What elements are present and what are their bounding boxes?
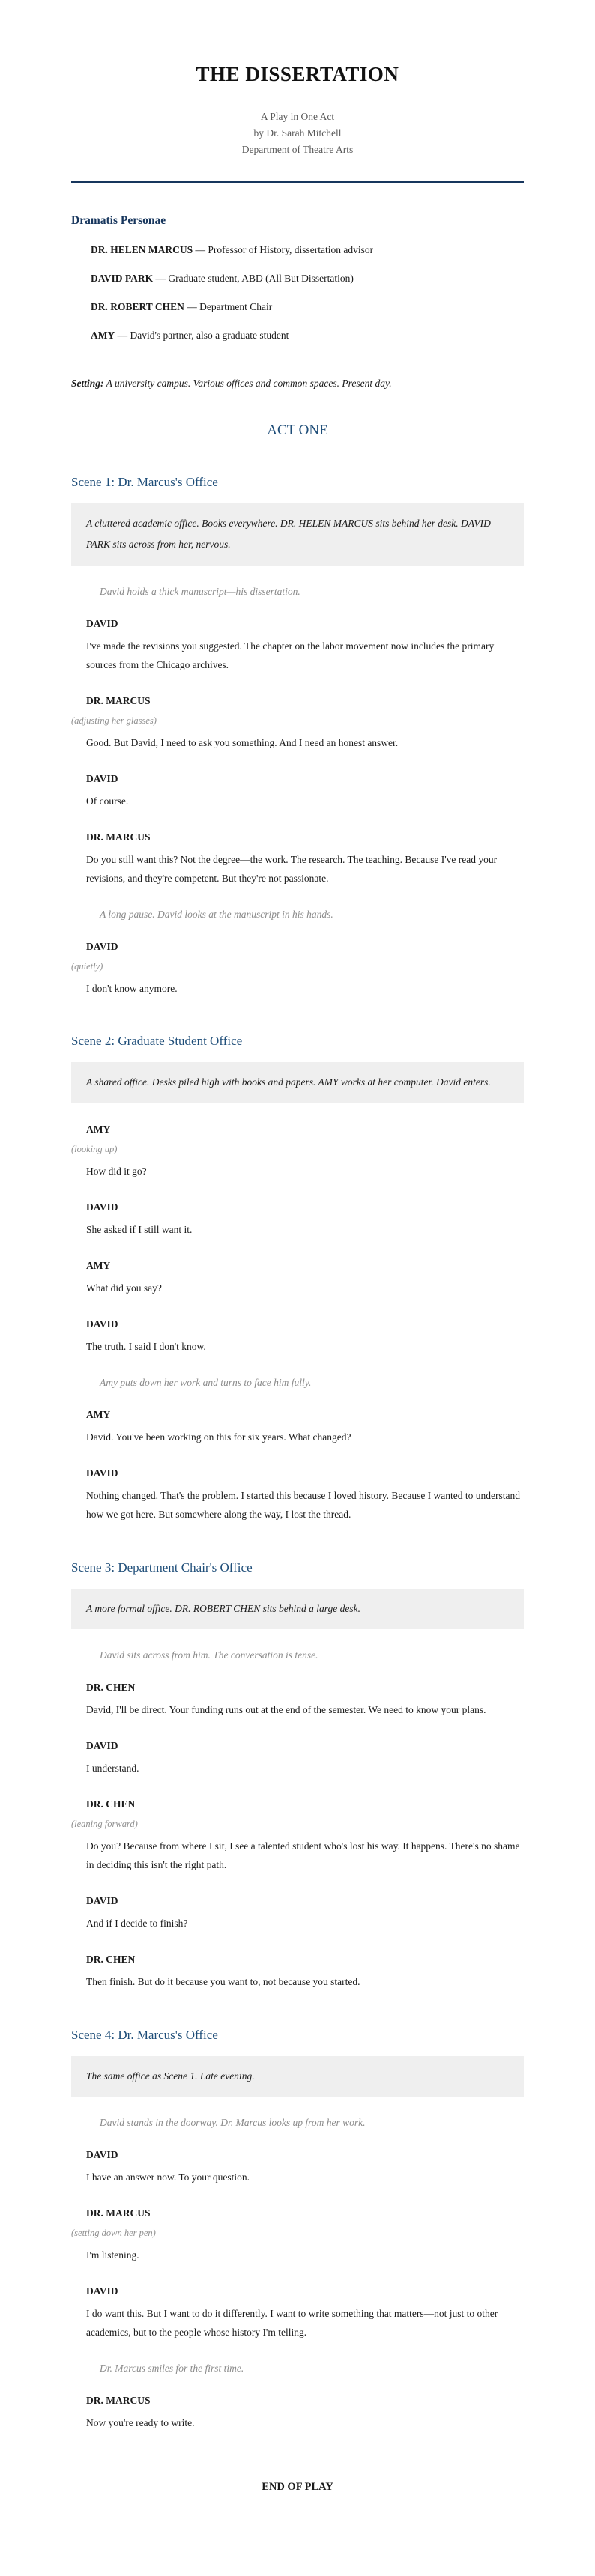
scene-body: [71, 2117, 524, 2433]
dialogue-block: [71, 1260, 524, 1298]
character-entry: [91, 301, 524, 313]
character-cue: DR. MARCUS: [86, 694, 151, 706]
dialogue-block: [71, 695, 524, 753]
dialogue-block: [71, 618, 524, 675]
character-cue: DR. MARCUS: [86, 2394, 151, 2406]
dialogue-text: The truth. I said I don't know.: [86, 1340, 206, 1352]
dialogue-block: [71, 1682, 524, 1720]
scene-section: [71, 475, 524, 998]
script-document: [71, 0, 524, 2576]
dialogue-block: [71, 1409, 524, 1447]
dialogue-text: Do you? Because from where I sit, I see a talented student who's lost his way. It happens. There's no shame in deciding this isn't the right path.: [86, 1840, 520, 1870]
scene-heading: Scene 4: Dr. Marcus's Office: [71, 2027, 218, 2042]
act-heading: ACT ONE: [267, 422, 328, 438]
dialogue-block: [71, 2285, 524, 2342]
dialogue-text: Now you're ready to write.: [86, 2416, 195, 2428]
character-cue: DR. MARCUS: [86, 2207, 151, 2219]
dialogue-block: [71, 941, 524, 998]
dialogue-text: Of course.: [86, 795, 129, 807]
parenthetical: (setting down her pen): [71, 2228, 156, 2239]
character-cue: DAVID: [86, 1318, 118, 1330]
stage-direction: David sits across from him. The conversation is tense.: [100, 1649, 318, 1661]
character-cue: DAVID: [86, 2149, 118, 2161]
character-name: DR. HELEN MARCUS: [91, 244, 193, 255]
dialogue-text: I understand.: [86, 1762, 139, 1774]
character-description: — Graduate student, ABD (All But Dissertation): [155, 273, 354, 284]
dialogue-block: [71, 1318, 524, 1357]
dialogue-block: [71, 2395, 524, 2433]
scene-heading: Scene 1: Dr. Marcus's Office: [71, 475, 218, 489]
character-cue: DAVID: [86, 1201, 118, 1213]
dialogue-text: What did you say?: [86, 1282, 162, 1294]
character-entry: [91, 273, 524, 285]
character-cue: AMY: [86, 1123, 111, 1135]
scene-description: A more formal office. DR. ROBERT CHEN sits behind a large desk.: [71, 1589, 524, 1629]
dialogue-text: I've made the revisions you suggested. The chapter on the labor movement now includes the primary sources from the Chicago archives.: [86, 640, 495, 670]
dialogue-block: [71, 1201, 524, 1240]
stage-direction: David stands in the doorway. Dr. Marcus looks up from her work.: [100, 2117, 366, 2129]
dialogue-block: [71, 1467, 524, 1524]
dialogue-block: [71, 1124, 524, 1181]
scene-description: The same office as Scene 1. Late evening.: [71, 2056, 524, 2097]
character-cue: DAVID: [86, 1467, 118, 1479]
character-cue: DAVID: [86, 2285, 118, 2297]
play-subtitle: A Play in One Act: [260, 111, 335, 122]
character-cue: DAVID: [86, 617, 118, 629]
parenthetical: (looking up): [71, 1143, 118, 1154]
setting-line: [71, 378, 524, 390]
setting-label: Setting:: [71, 378, 104, 389]
play-department: Department of Theatre Arts: [241, 144, 354, 155]
stage-direction: Dr. Marcus smiles for the first time.: [100, 2362, 244, 2374]
parenthetical: (quietly): [71, 960, 103, 972]
character-name: DAVID PARK: [91, 273, 154, 284]
parenthetical: (adjusting her glasses): [71, 715, 157, 726]
dialogue-text: Then finish. But do it because you want to, not because you started.: [86, 1975, 360, 1987]
scene-heading: Scene 2: Graduate Student Office: [71, 1034, 243, 1049]
character-cue: AMY: [86, 1408, 111, 1420]
character-cue: DR. CHEN: [86, 1953, 136, 1965]
scenes: [71, 475, 524, 2433]
scene-description: A shared office. Desks piled high with books and papers. AMY works at her computer. David enters.: [71, 1062, 524, 1103]
character-cue: DAVID: [86, 1739, 118, 1751]
character-description: — Professor of History, dissertation advisor: [195, 244, 374, 255]
dialogue-text: I'm listening.: [86, 2249, 139, 2261]
dialogue-text: I do want this. But I want to do it differently. I want to write something that matters—not just to other academics, but to the people whose history I'm telling.: [86, 2308, 498, 2338]
scene-body: [71, 1124, 524, 1524]
dialogue-block: [71, 773, 524, 811]
scene-section: [71, 1034, 524, 1524]
dialogue-text: Do you still want this? Not the degree—the work. The research. The teaching. Because I've read your revisions, and they're competent. But they're not passionate.: [86, 853, 498, 884]
dialogue-text: I have an answer now. To your question.: [86, 2172, 250, 2183]
character-name: AMY: [91, 330, 115, 341]
scene-heading: Scene 3: Department Chair's Office: [71, 1560, 253, 1575]
character-cue: DAVID: [86, 1894, 118, 1906]
stage-direction: David holds a thick manuscript—his dissertation.: [100, 585, 300, 597]
dialogue-block: [71, 1740, 524, 1778]
dialogue-text: How did it go?: [86, 1165, 147, 1177]
dialogue-text: David, I'll be direct. Your funding runs out at the end of the semester. We need to know your plans.: [86, 1703, 486, 1715]
character-description: — David's partner, also a graduate student: [117, 330, 289, 341]
character-entry: [91, 244, 524, 256]
dialogue-block: [71, 2149, 524, 2187]
dialogue-text: She asked if I still want it.: [86, 1223, 193, 1235]
dialogue-text: I don't know anymore.: [86, 982, 178, 994]
scene-body: [71, 1649, 524, 1992]
play-title: THE DISSERTATION: [196, 63, 399, 85]
end-of-play: END OF PLAY: [262, 2480, 333, 2493]
setting-text: A university campus. Various offices and common spaces. Present day.: [106, 378, 392, 389]
parenthetical: (leaning forward): [71, 1818, 138, 1829]
character-name: DR. ROBERT CHEN: [91, 301, 184, 312]
dialogue-block: [71, 831, 524, 888]
dialogue-block: [71, 1798, 524, 1875]
character-cue: DR. CHEN: [86, 1681, 136, 1693]
character-cue: DAVID: [86, 772, 118, 784]
character-list: [71, 244, 524, 342]
dialogue-text: Nothing changed. That's the problem. I started this because I loved history. Because I wanted to understand how we got here. But somewhere along the way, I lost the thread.: [86, 1489, 521, 1520]
scene-body: [71, 586, 524, 998]
dialogue-text: Good. But David, I need to ask you something. And I need an honest answer.: [86, 736, 399, 748]
character-cue: AMY: [86, 1259, 111, 1271]
character-cue: DR. MARCUS: [86, 831, 151, 843]
play-author: by Dr. Sarah Mitchell: [253, 127, 342, 139]
character-entry: [91, 330, 524, 342]
title-divider: [71, 181, 524, 183]
character-cue: DAVID: [86, 940, 118, 952]
dramatis-personae-heading: Dramatis Personae: [71, 214, 166, 227]
dialogue-block: [71, 2207, 524, 2265]
character-description: — Department Chair: [187, 301, 273, 312]
character-cue: DR. CHEN: [86, 1798, 136, 1810]
stage-direction: A long pause. David looks at the manuscript in his hands.: [100, 908, 333, 920]
dialogue-block: [71, 1895, 524, 1933]
scene-section: [71, 2028, 524, 2433]
dialogue-text: David. You've been working on this for six years. What changed?: [86, 1431, 351, 1443]
stage-direction: Amy puts down her work and turns to face him fully.: [100, 1376, 312, 1388]
dialogue-text: And if I decide to finish?: [86, 1917, 188, 1929]
dialogue-block: [71, 1954, 524, 1992]
scene-description: A cluttered academic office. Books everywhere. DR. HELEN MARCUS sits behind her desk. DAVID PARK sits across from her, nervous.: [71, 503, 524, 566]
scene-section: [71, 1560, 524, 1992]
